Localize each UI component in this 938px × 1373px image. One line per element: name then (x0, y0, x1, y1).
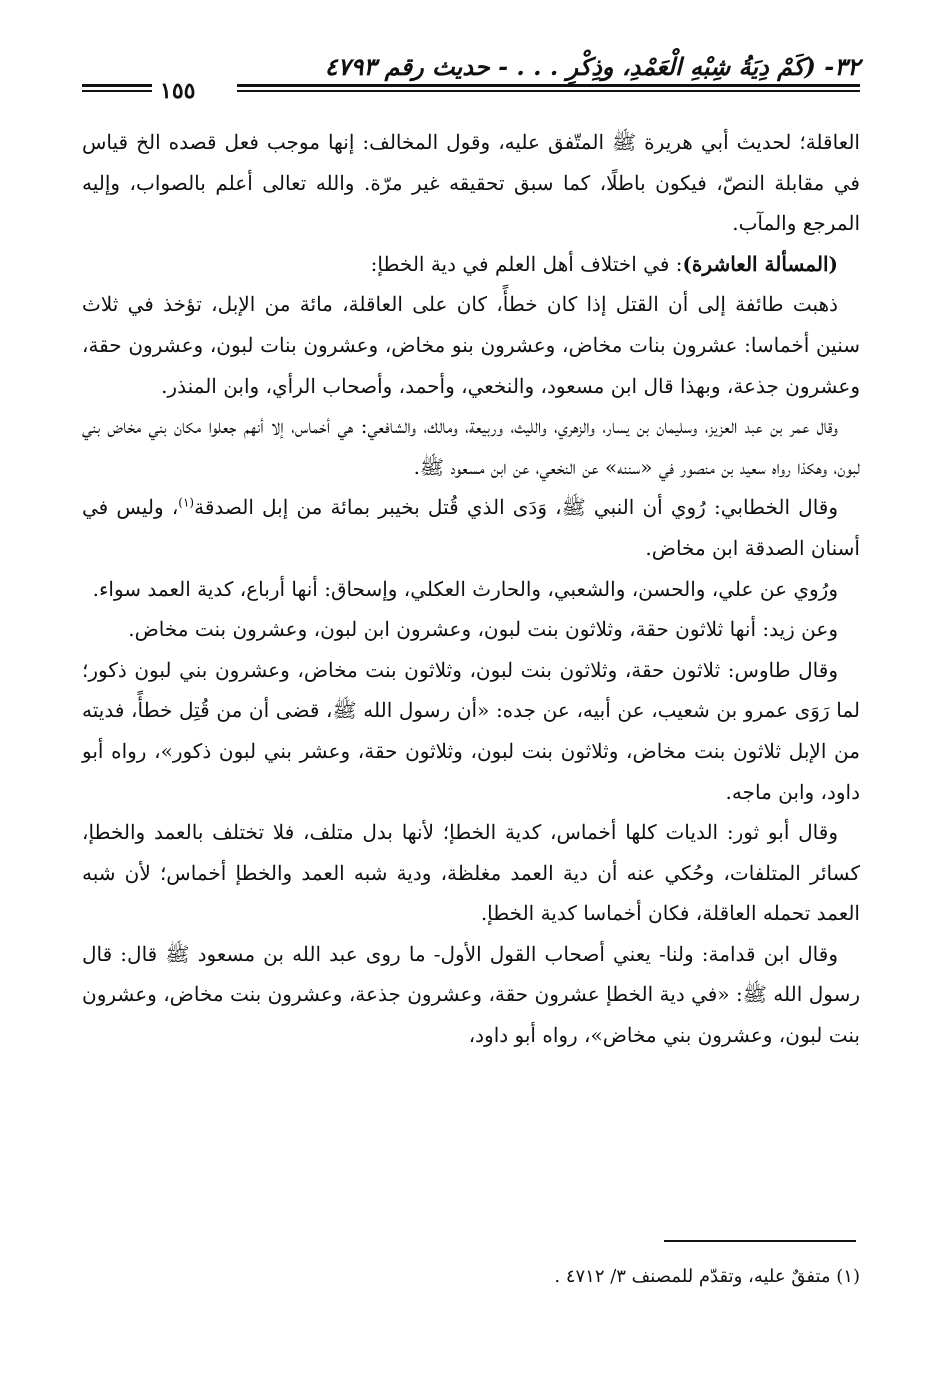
page-number-rule (82, 84, 152, 87)
heading-label: (المسألة العاشرة) (682, 251, 838, 276)
main-text (82, 122, 860, 1056)
footnote-divider (664, 1240, 856, 1242)
paragraph-text: وقال الخطابي: رُوي أن النبي ﷺ، وَدَى الذي قُتل بخيبر بمائة من إبل الصدقة (194, 495, 839, 520)
heading-text: : في اختلاف أهل العلم في دية الخطإ: (370, 251, 683, 276)
page-number: ١٥٥ (160, 78, 196, 104)
paragraph: وعن زيد: أنها ثلاثون حقة، وثلاثون بنت لبون، وعشرون ابن لبون، وعشرون بنت مخاض. (128, 617, 838, 642)
paragraph: وقال طاوس: ثلاثون حقة، وثلاثون بنت لبون، وثلاثون بنت مخاض، وعشرون بني لبون ذكور؛ لما رَوَى عمرو بن شعيب، عن أبيه، عن جده: «أن رسول الله ﷺ، قضى أن من قُتِل خطأً، فديته من الإبل ثلاثون بنت مخاض، وثلاثون بنت لبون، وثلاثون حقة، وعشر بني لبون ذكور»، رواه أبو داود، وابن ماجه. (82, 657, 861, 804)
header-rule-thin (237, 90, 860, 92)
chapter-title: ٣٢- (كَمْ دِيَةُ شِبْهِ الْعَمْدِ، وذِكْرِ . . . - حديث رقم ٤٧٩٣ (324, 52, 860, 81)
header-rule (237, 84, 860, 87)
paragraph (82, 487, 860, 568)
paragraph: وقال ابن قدامة: ولنا- يعني أصحاب القول الأول- ما روى عبد الله بن مسعود ﷺ قال: قال رسول الله ﷺ: «في دية الخطإ عشرون حقة، وعشرون جذعة، وعشرون بنت مخاض، وعشرون بنت لبون، وعشرون بني مخاض»، رواه أبو داود، (82, 941, 860, 1048)
paragraph: ورُوي عن علي، والحسن، والشعبي، والحارث العكلي، وإسحاق: أنها أرباع، كدية العمد سواء. (92, 576, 838, 601)
footnote-marker[interactable]: (١) (178, 495, 195, 510)
footnote: (١) متفقٌ عليه، وتقدّم للمصنف ٣/ ٤٧١٢ . (554, 1266, 860, 1287)
paragraph: العاقلة؛ لحديث أبي هريرة ﷺ المتّفق عليه، وقول المخالف: إنها موجب فعل قصده الخ قياس في مقابلة النصّ، فيكون باطلًا، كما سبق تحقيقه غير مرّة. والله تعالى أعلم بالصواب، وإليه المرجع والمآب. (82, 130, 860, 236)
page-number-rule-thin (82, 90, 152, 92)
paragraph-text: ، وليس في أسنان الصدقة ابن مخاض. (82, 495, 860, 560)
paragraph: وقال أبو ثور: الديات كلها أخماس، كدية الخطإ؛ لأنها بدل متلف، فلا تختلف بالعمد والخطإ، كسائر المتلفات، وحُكي عنه أن دية العمد مغلظة، ودية شبه العمد والخطإ أخماس؛ لأن شبه العمد تحمله العاقلة، فكان أخماسا كدية الخطإ. (82, 820, 860, 926)
section-heading (82, 244, 860, 285)
page-header (82, 52, 860, 108)
paragraph: ذهبت طائفة إلى أن القتل إذا كان خطأً، كان على العاقلة، مائة من الإبل، تؤخذ في ثلاث سنين أخماسا: عشرون بنات مخاض، وعشرون بنو مخاض، وعشرون بنات لبون، وعشرون حقة، وعشرون جذعة، وبهذا قال ابن مسعود، والنخعي، وأحمد، وأصحاب الرأي، وابن المنذر. (82, 292, 860, 398)
paragraph: وقال عمر بن عبد العزيز، وسليمان بن يسار، والزهري، والليث، وربيعة، ومالك، والشافعي: هي أخماس، إلا أنهم جعلوا مكان بني مخاض بني لبون، وهكذا رواه سعيد بن منصور في «سننه» عن النخعي، عن ابن مسعود ﷺ. (82, 414, 860, 479)
